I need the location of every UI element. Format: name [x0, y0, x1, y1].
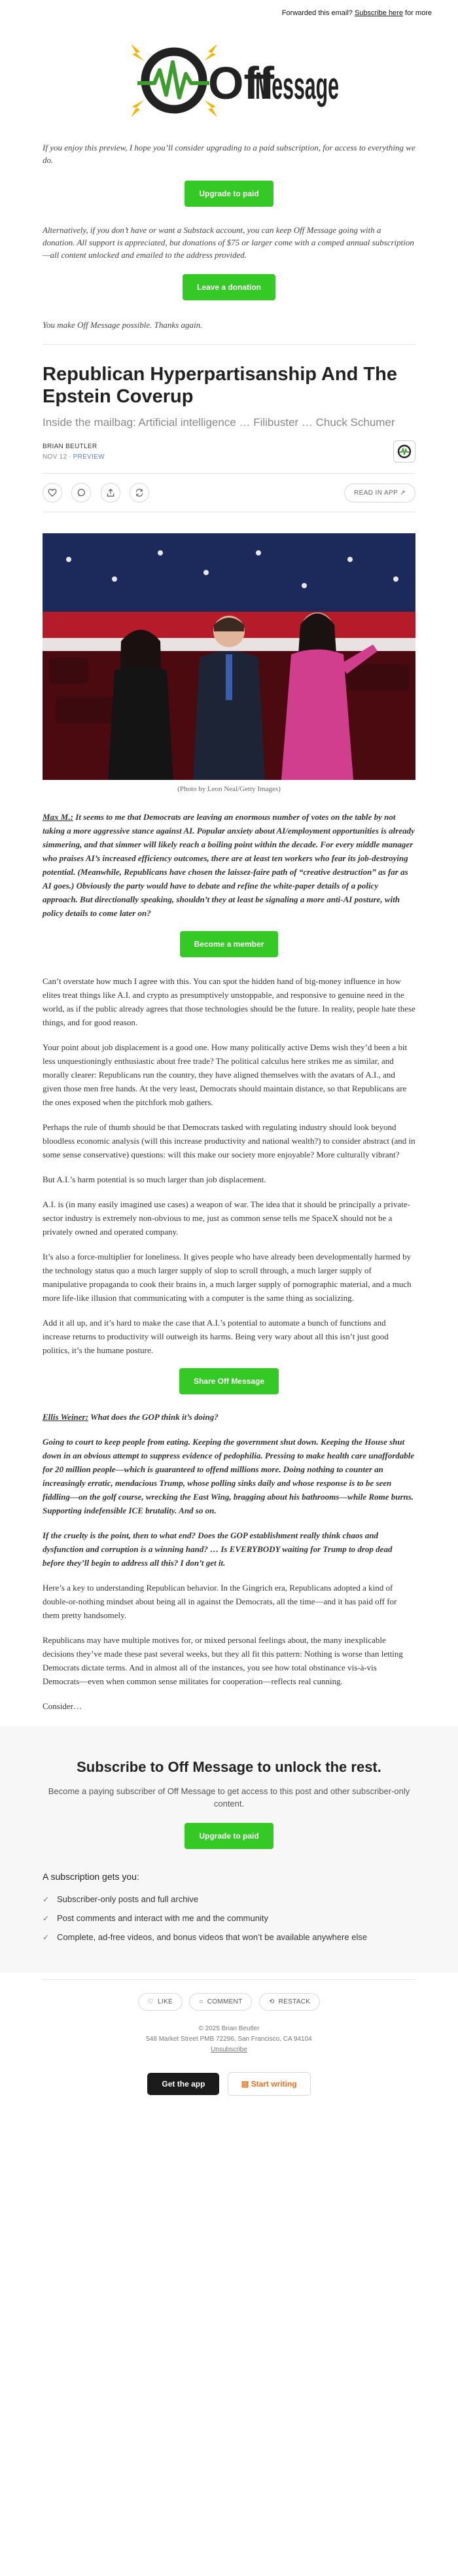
- leave-donation-button[interactable]: Leave a donation: [183, 274, 275, 300]
- consider-text: Consider…: [43, 1701, 82, 1711]
- list-item: [43, 1913, 415, 1924]
- asker-name: Ellis Weiner:: [43, 1412, 88, 1422]
- answer-paragraph: Your point about job displacement is a good one. How many politically active Dems wish they’d been a bit less unquestioningly enthusiastic about free trade? The political calculus here strikes me as similar, and morally clearer: Republicans run the country, they have aligned themselves with the avatars of A.I., and given those men free hands. At the very least, Democrats should maintain distance, so that Republicans are the ones exposed when the pitchfork mob gathers.: [43, 1042, 408, 1107]
- publication-avatar[interactable]: [393, 440, 415, 463]
- list-item: [43, 1932, 415, 1943]
- check-icon: ✓: [43, 1895, 50, 1904]
- get-the-app-button[interactable]: Get the app: [147, 2073, 219, 2095]
- benefit-text: Post comments and interact with me and the community: [57, 1913, 268, 1923]
- logo-message-text: Message: [255, 65, 339, 107]
- hero-photo[interactable]: [43, 533, 415, 780]
- post-subtitle: Inside the mailbag: Artificial intelligence … Filibuster … Chuck Schumer: [43, 416, 395, 429]
- question-text: What does the GOP think it’s doing?: [90, 1412, 219, 1422]
- preview-label: PREVIEW: [73, 453, 105, 461]
- intro-paragraph-3: You make Off Message possible. Thanks again.: [43, 320, 203, 330]
- substack-icon: ▤: [241, 2079, 251, 2089]
- answer-paragraph: But A.I.’s harm potential is so much larger than job displacement.: [43, 1174, 266, 1184]
- answer-paragraph: A.I. is (in many easily imagined use cases) a weapon of war. The idea that it should be principally a private-sector industry is extremely non-obvious to me, just as common sense tells me SpaceX should not be a privately owned and operated company.: [43, 1199, 410, 1237]
- post-meta: [43, 440, 415, 463]
- restack-button[interactable]: [130, 483, 149, 503]
- logo-off-text: Off: [208, 58, 275, 109]
- unsubscribe-link[interactable]: Unsubscribe: [211, 2046, 247, 2053]
- answer-paragraph: Perhaps the rule of thumb should be that Democrats tasked with regulating industry should look beyond bloodless economic analysis (will this increase productivity and national wealth?) to consider abstract (and in some sense conservative) questions: will this make our society more enjoyable? More culturally vibrant?: [43, 1122, 415, 1159]
- answer-paragraph: It’s also a force-multiplier for loneliness. It gives people who have already been developmentally harmed by the technology status quo a much larger supply of slop to scroll through, a much larger supply of manipulative propaganda to cook their brains in, a much larger supply of pornographic material, and a much more life-like illusion that communicating with a computer is the same thing as socializing.: [43, 1252, 412, 1303]
- mailbag-answer-1: [43, 974, 415, 1357]
- benefit-text: Subscriber-only posts and full archive: [57, 1894, 199, 1904]
- answer-paragraph: Add it all up, and it’s hard to make the case that A.I.’s potential to automate a bunch of functions and increase returns to productivity will outweigh its harms. Being very wary about all this isn’t just good politics, it’s the humane posture.: [43, 1318, 389, 1355]
- mailbag-answer-2: [43, 1581, 415, 1713]
- check-icon: ✓: [43, 1914, 50, 1923]
- intro-paragraph-1: If you enjoy this preview, I hope you’ll consider upgrading to a paid subscription, for access to everything we do.: [43, 143, 415, 165]
- read-in-app-label: READ IN APP: [354, 489, 398, 497]
- answer-paragraph: Can’t overstate how much I agree with this. You can spot the hidden hand of big-money influence in how elites treat things like A.I. and crypto as presumptively unstoppable, and responsive to genuine need in the world, as if the public already agrees that those technologies should be the future. In reality, people hate these things, and for good reason.: [43, 976, 415, 1027]
- share-icon: [106, 488, 115, 497]
- external-arrow-icon: ↗: [400, 489, 406, 497]
- paywall-section: [0, 1726, 458, 1973]
- like-button[interactable]: [43, 483, 62, 503]
- read-in-app-button[interactable]: [344, 484, 415, 503]
- question-text: It seems to me that Democrats are leaving an enormous number of votes on the table by not taking a more aggressive stance against AI. Popular anxiety about AI/employment opportunities is already simmering, and that simmer will likely reach a boiling point within the decade. For every middle manager who praises AI’s increased efficiency outcomes, there are at least ten workers who fear its job-destroying potential. (Meanwhile, Republicans have chosen the laissez-faire path of “creative destruction” as far as AI goes.) Obviously the party would have to debate and refine the white-paper details of a policy approach. But directionally speaking, shouldn’t they at least be signaling a more anti-AI posture, with policy details to come later on?: [43, 812, 415, 918]
- for-more-text: for more: [405, 9, 432, 17]
- asker-name: Max M.:: [43, 812, 73, 822]
- heart-icon: [48, 488, 57, 497]
- subscribe-here-link[interactable]: Subscribe here: [354, 9, 403, 17]
- check-icon: ✓: [43, 1933, 50, 1942]
- restack-label: RESTACK: [278, 1998, 311, 2005]
- divider: [43, 344, 415, 345]
- benefits-list: [43, 1894, 415, 1943]
- paywall-upgrade-button[interactable]: Upgrade to paid: [185, 1823, 273, 1849]
- photo-illustration: [43, 533, 415, 780]
- restack-icon: [135, 488, 144, 497]
- paywall-heading: Subscribe to Off Message to unlock the rest.: [77, 1759, 381, 1775]
- like-label: LIKE: [158, 1998, 173, 2005]
- comment-button[interactable]: [71, 483, 91, 503]
- question-text: If the cruelty is the point, then to what end? Does the GOP establishment really think chaos and dysfunction and corruption is a winning hand? … Is EVERYBODY waiting for Trump to drop dead before they’ll begin to address all this? I don’t get it.: [43, 1530, 393, 1568]
- like-pill-button[interactable]: [138, 1993, 183, 2011]
- upgrade-to-paid-button[interactable]: Upgrade to paid: [185, 181, 273, 207]
- post-author[interactable]: BRIAN BEUTLER: [43, 442, 97, 450]
- benefits-title: A subscription gets you:: [43, 1871, 139, 1882]
- heart-icon: ♡: [147, 1998, 154, 2005]
- post-title[interactable]: Republican Hyperpartisanship And The Epstein Coverup: [43, 364, 397, 407]
- restack-pill-button[interactable]: [259, 1993, 320, 2011]
- comment-pill-button[interactable]: [189, 1993, 252, 2011]
- footer-app-buttons: [43, 2072, 415, 2115]
- logo-icon: [118, 35, 340, 126]
- copyright: © 2025 Brian Beutler: [198, 2025, 260, 2032]
- comment-icon: ○: [199, 1998, 203, 2005]
- share-button[interactable]: [101, 483, 120, 503]
- start-writing-label: Start writing: [251, 2079, 297, 2089]
- forwarded-bar: [0, 0, 458, 25]
- post-action-bar: [43, 474, 415, 512]
- benefit-text: Complete, ad-free videos, and bonus videos that won’t be available anywhere else: [57, 1932, 368, 1942]
- answer-paragraph: Republicans may have multiple motives for, or mixed personal feelings about, the many inexplicable decisions they’ve made these past several weeks, but they all fit this pattern: Nothing is worse than letting Democrats dictate terms. And in almost all of the instances, you see how total obstinance vis-à-vis Democrats—even when common sense militates for cooperation—reflects real cunning.: [43, 1635, 403, 1686]
- mailbag-question-2: [43, 1410, 415, 1570]
- post-date-row: NOV 12 ∙ PREVIEW: [43, 453, 105, 461]
- avatar-logo-icon: [396, 444, 412, 459]
- share-off-message-button[interactable]: Share Off Message: [179, 1368, 279, 1394]
- paywall-text: Become a paying subscriber of Off Message to get access to this post and other subscriber-only content.: [48, 1786, 410, 1808]
- forwarded-text: Forwarded this email?: [281, 9, 353, 17]
- intro-paragraph-2: Alternatively, if you don’t have or want a Substack account, you can keep Off Message going with a donation. All support is appreciated, but donations of $75 or larger come with a comped annual subscription—all content unlocked and emailed to the address provided.: [43, 225, 414, 260]
- answer-paragraph: Here’s a key to understanding Republican behavior. In the Gingrich era, Republicans adopted a kind of double-or-nothing mindset about being all in against the Democrats, all the time—and it has paid off for them pretty handsomely.: [43, 1583, 397, 1620]
- start-writing-button[interactable]: [228, 2072, 311, 2096]
- restack-icon: ⟲: [268, 1998, 275, 2005]
- comment-icon: [77, 488, 86, 497]
- mailbag-question-1: [43, 810, 415, 920]
- post-date: NOV 12: [43, 453, 67, 461]
- photo-caption: (Photo by Leon Neal/Getty Images): [177, 785, 281, 793]
- footer-info: [43, 2024, 415, 2055]
- question-text: Going to court to keep people from eating. Keeping the government shut down. Keeping the House shut down in an obvious attempt to suppress evidence of pedophilia. Pressing to make health care unaffordable for 20 million people—which is guaranteed to offend millions more. Doing nothing to counter an increasingly erratic, mendacious Trump, whose polling sinks daily and whose response is to be seen fiddling—on the golf course, wrecking the East Wing, bragging about his bathrooms—while Rome burns. Supporting indefensible ICE brutality. And so on.: [43, 1437, 415, 1515]
- comment-label: COMMENT: [207, 1998, 243, 2005]
- footer-actions: [43, 1980, 415, 2024]
- become-member-button[interactable]: Become a member: [180, 931, 279, 957]
- list-item: [43, 1894, 415, 1905]
- off-message-logo[interactable]: [0, 25, 458, 136]
- address: 548 Market Street PMB 72296, San Francisco, CA 94104: [146, 2036, 312, 2043]
